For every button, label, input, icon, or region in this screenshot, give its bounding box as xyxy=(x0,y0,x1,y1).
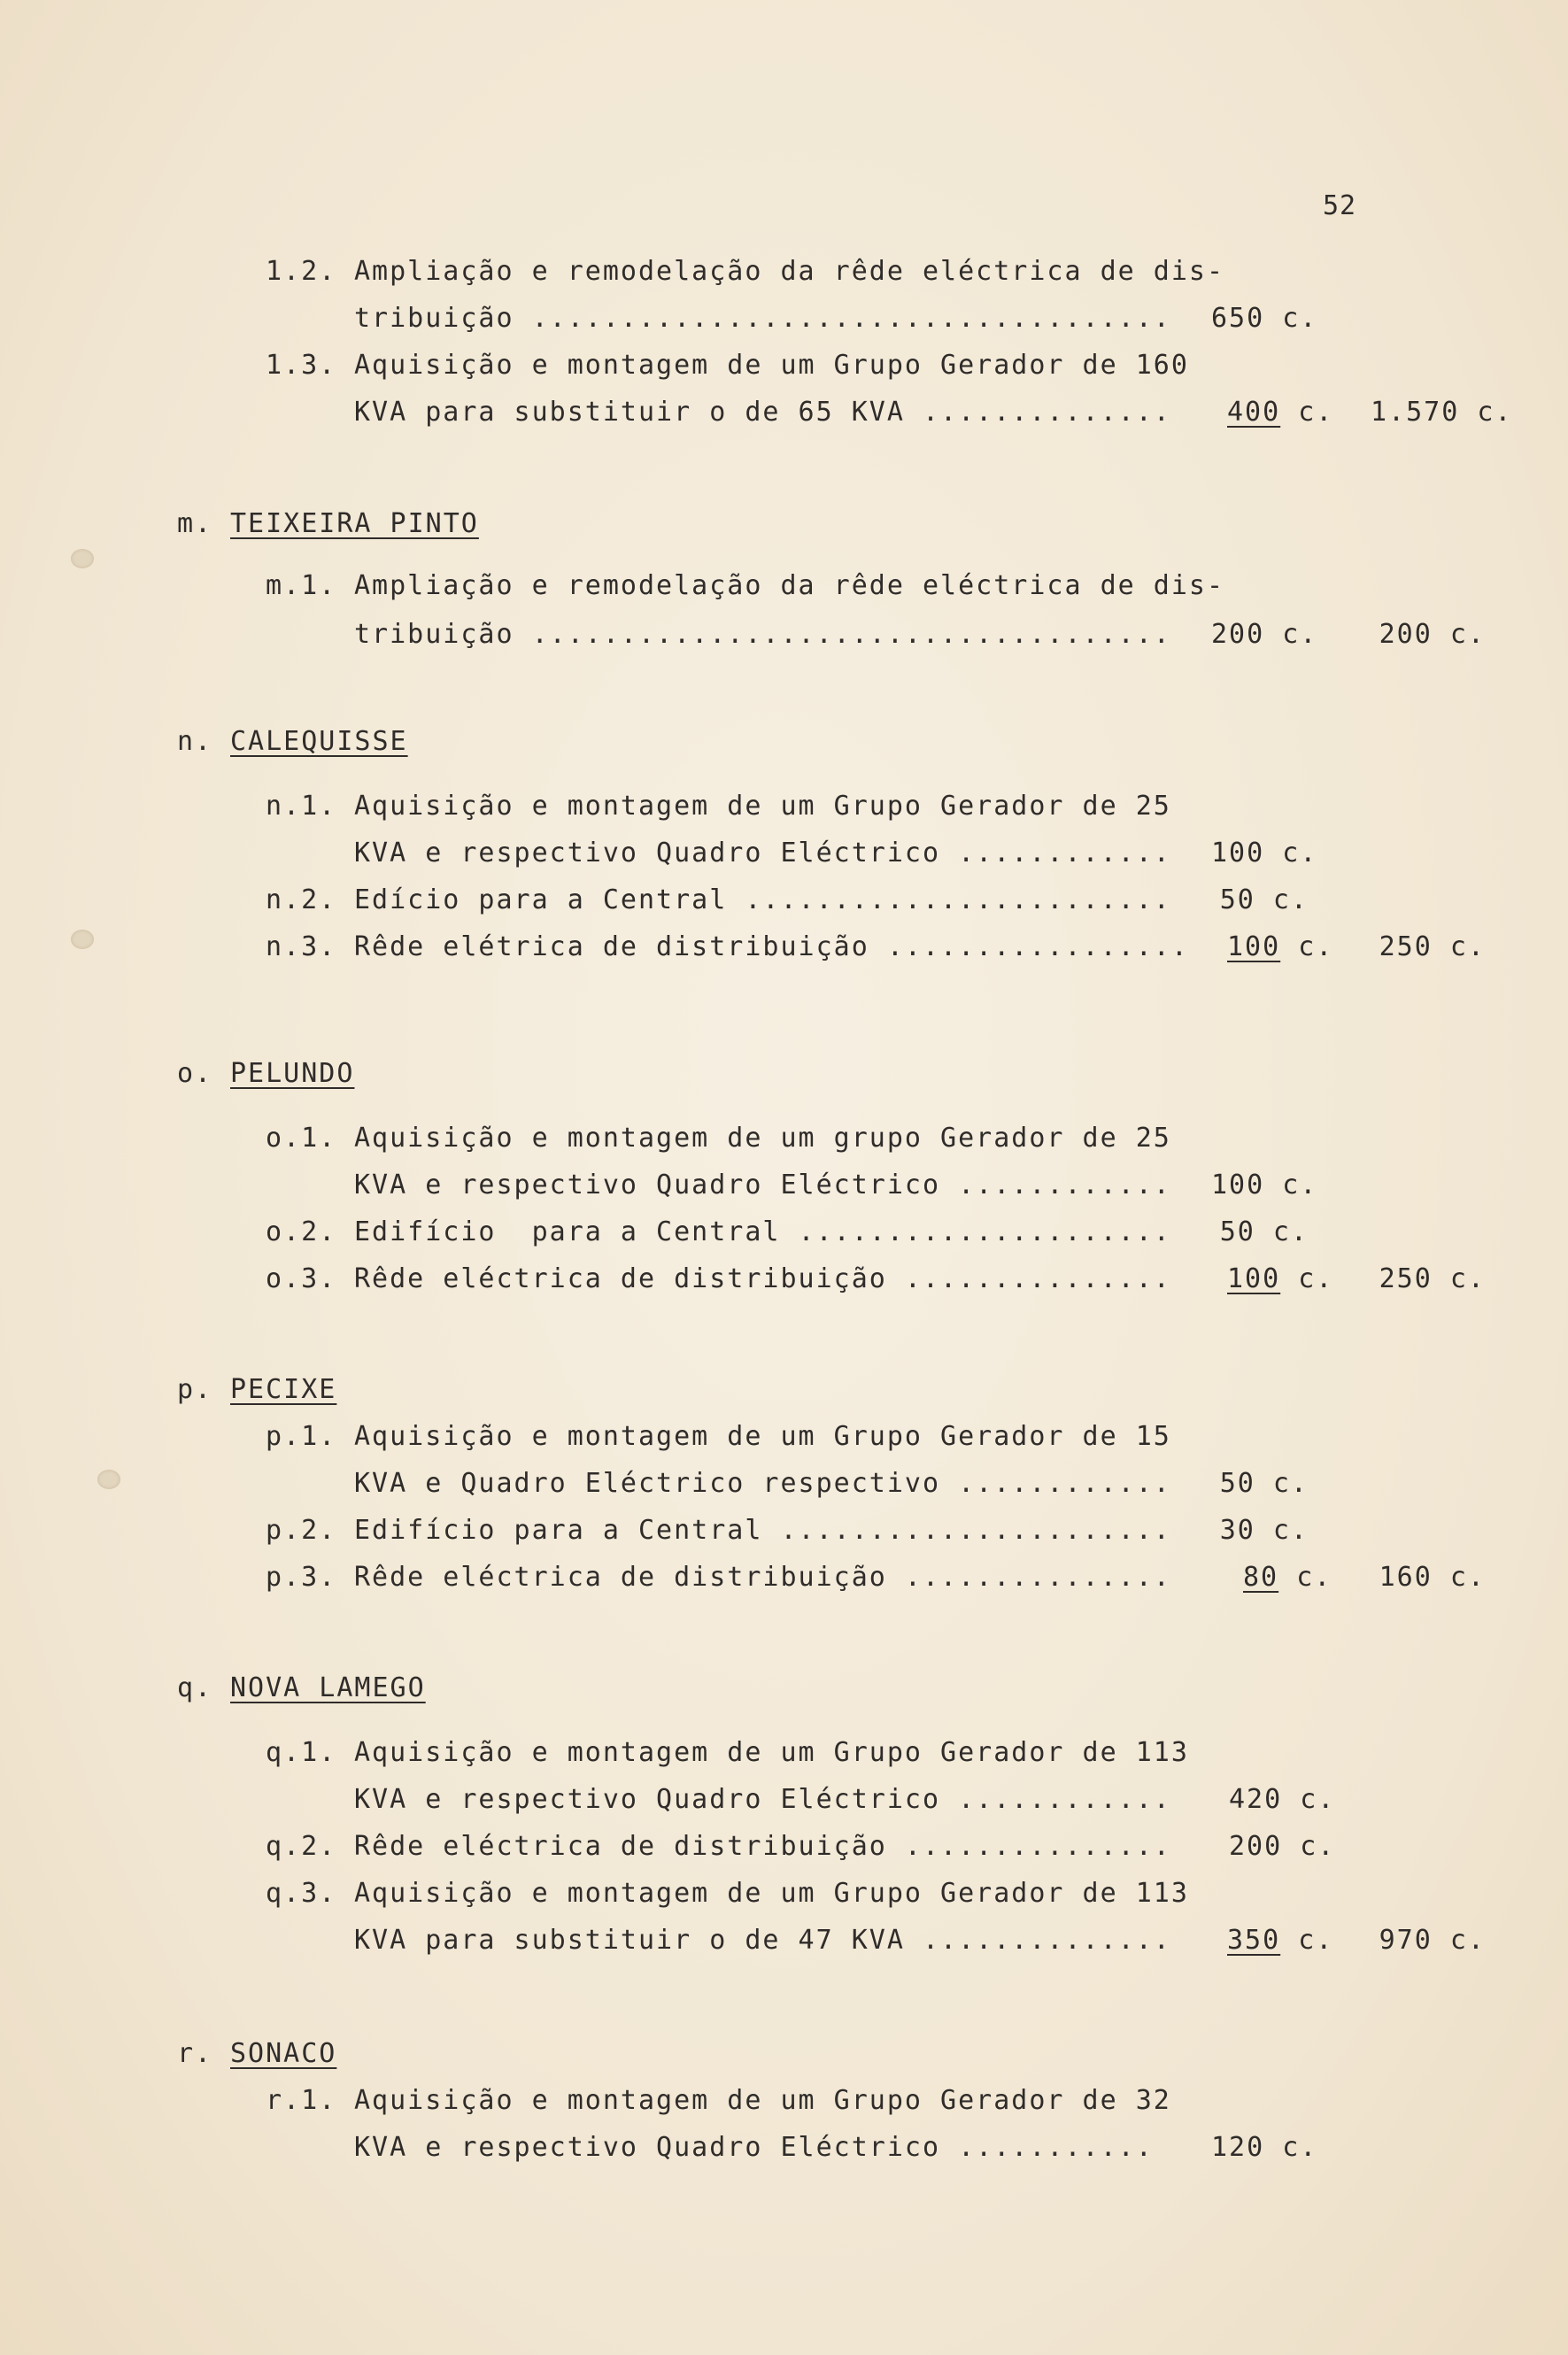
punch-hole xyxy=(71,930,94,949)
item-value: 200 c. xyxy=(1229,1831,1336,1862)
item-value-unit: c. xyxy=(1296,1562,1332,1593)
item-id: n.3. xyxy=(266,931,337,962)
section-total: 200 c. xyxy=(1379,619,1486,650)
item-value: 50 c. xyxy=(1219,1216,1309,1247)
item-text: Aquisição e montagem de um grupo Gerador de 25 xyxy=(354,1123,1171,1154)
item-id: q.1. xyxy=(266,1737,337,1768)
section-letter: o. xyxy=(177,1058,213,1089)
punch-hole xyxy=(71,549,94,568)
item-text: Ampliação e remodelação da rêde eléctrica de dis- xyxy=(354,570,1225,601)
item-value: 420 c. xyxy=(1229,1784,1336,1815)
item-text: Edifício para a Central ...................... xyxy=(354,1515,1171,1546)
item-value-unit: c. xyxy=(1298,1925,1334,1956)
section-title: TEIXEIRA PINTO xyxy=(230,508,479,539)
item-text: KVA e respectivo Quadro Eléctrico ............ xyxy=(354,1784,1171,1815)
item-text: Edício para a Central ........................ xyxy=(354,884,1171,915)
item-text: Aquisição e montagem de um Grupo Gerador de 160 xyxy=(354,350,1189,381)
item-value: 100 c. xyxy=(1211,838,1318,869)
item-id: p.3. xyxy=(266,1562,337,1593)
section-title: PELUNDO xyxy=(230,1058,355,1089)
item-text: Rêde eléctrica de distribuição ............... xyxy=(354,1263,1171,1294)
item-value: 100 xyxy=(1227,1263,1281,1294)
item-value: 50 c. xyxy=(1219,1468,1309,1499)
item-value-unit: c. xyxy=(1298,397,1334,428)
item-value: 100 xyxy=(1227,931,1281,962)
item-id: n.2. xyxy=(266,884,337,915)
section-letter: p. xyxy=(177,1374,213,1405)
item-id: 1.2. xyxy=(266,256,337,287)
item-text: Rêde eléctrica de distribuição ............... xyxy=(354,1831,1171,1862)
item-text: tribuição .................................... xyxy=(354,619,1171,650)
item-id: q.2. xyxy=(266,1831,337,1862)
item-id: o.3. xyxy=(266,1263,337,1294)
item-id: p.1. xyxy=(266,1421,337,1452)
item-value-unit: c. xyxy=(1298,1263,1334,1294)
item-text: Rêde elétrica de distribuição ................. xyxy=(354,931,1189,962)
item-id: n.1. xyxy=(266,791,337,822)
item-id: p.2. xyxy=(266,1515,337,1546)
item-value: 350 xyxy=(1227,1925,1281,1956)
item-text: KVA e respectivo Quadro Eléctrico ............ xyxy=(354,838,1171,869)
section-letter: q. xyxy=(177,1672,213,1703)
section-total: 970 c. xyxy=(1379,1925,1486,1956)
item-value: 200 c. xyxy=(1211,619,1318,650)
item-id: o.2. xyxy=(266,1216,337,1247)
section-total: 250 c. xyxy=(1379,1263,1486,1294)
item-value-unit: c. xyxy=(1298,931,1334,962)
section-title: CALEQUISSE xyxy=(230,726,408,757)
item-text: Aquisição e montagem de um Grupo Gerador de 113 xyxy=(354,1737,1189,1768)
item-id: 1.3. xyxy=(266,350,337,381)
item-text: Rêde eléctrica de distribuição ............... xyxy=(354,1562,1171,1593)
page-number: 52 xyxy=(1323,190,1357,221)
item-text: KVA para substituir o de 47 KVA .............. xyxy=(354,1925,1171,1956)
item-text: KVA para substituir o de 65 KVA .............. xyxy=(354,397,1171,428)
section-total: 1.570 c. xyxy=(1371,397,1513,428)
item-value: 400 xyxy=(1227,397,1281,428)
item-value: 50 c. xyxy=(1219,884,1309,915)
item-text: KVA e respectivo Quadro Eléctrico ........... xyxy=(354,2132,1154,2163)
section-letter: m. xyxy=(177,508,213,539)
item-value: 30 c. xyxy=(1219,1515,1309,1546)
item-id: r.1. xyxy=(266,2085,337,2116)
section-letter: r. xyxy=(177,2038,213,2069)
item-text: Aquisição e montagem de um Grupo Gerador de 32 xyxy=(354,2085,1171,2116)
item-text: KVA e respectivo Quadro Eléctrico ............ xyxy=(354,1170,1171,1201)
item-id: q.3. xyxy=(266,1878,337,1909)
item-text: tribuição .................................... xyxy=(354,303,1171,334)
item-id: m.1. xyxy=(266,570,337,601)
item-text: Ampliação e remodelação da rêde eléctrica de dis- xyxy=(354,256,1225,287)
item-text: Aquisição e montagem de um Grupo Gerador de 15 xyxy=(354,1421,1171,1452)
item-value: 120 c. xyxy=(1211,2132,1318,2163)
section-title: NOVA LAMEGO xyxy=(230,1672,426,1703)
item-text: Edifício para a Central ..................... xyxy=(354,1216,1171,1247)
item-value: 100 c. xyxy=(1211,1170,1318,1201)
item-value: 80 xyxy=(1243,1562,1279,1593)
section-total: 250 c. xyxy=(1379,931,1486,962)
item-value: 650 c. xyxy=(1211,303,1318,334)
section-title: PECIXE xyxy=(230,1374,337,1405)
section-letter: n. xyxy=(177,726,213,757)
punch-hole xyxy=(97,1470,120,1489)
item-id: o.1. xyxy=(266,1123,337,1154)
section-total: 160 c. xyxy=(1379,1562,1486,1593)
item-text: KVA e Quadro Eléctrico respectivo ............ xyxy=(354,1468,1171,1499)
item-text: Aquisição e montagem de um Grupo Gerador de 25 xyxy=(354,791,1171,822)
section-title: SONACO xyxy=(230,2038,337,2069)
item-text: Aquisição e montagem de um Grupo Gerador de 113 xyxy=(354,1878,1189,1909)
